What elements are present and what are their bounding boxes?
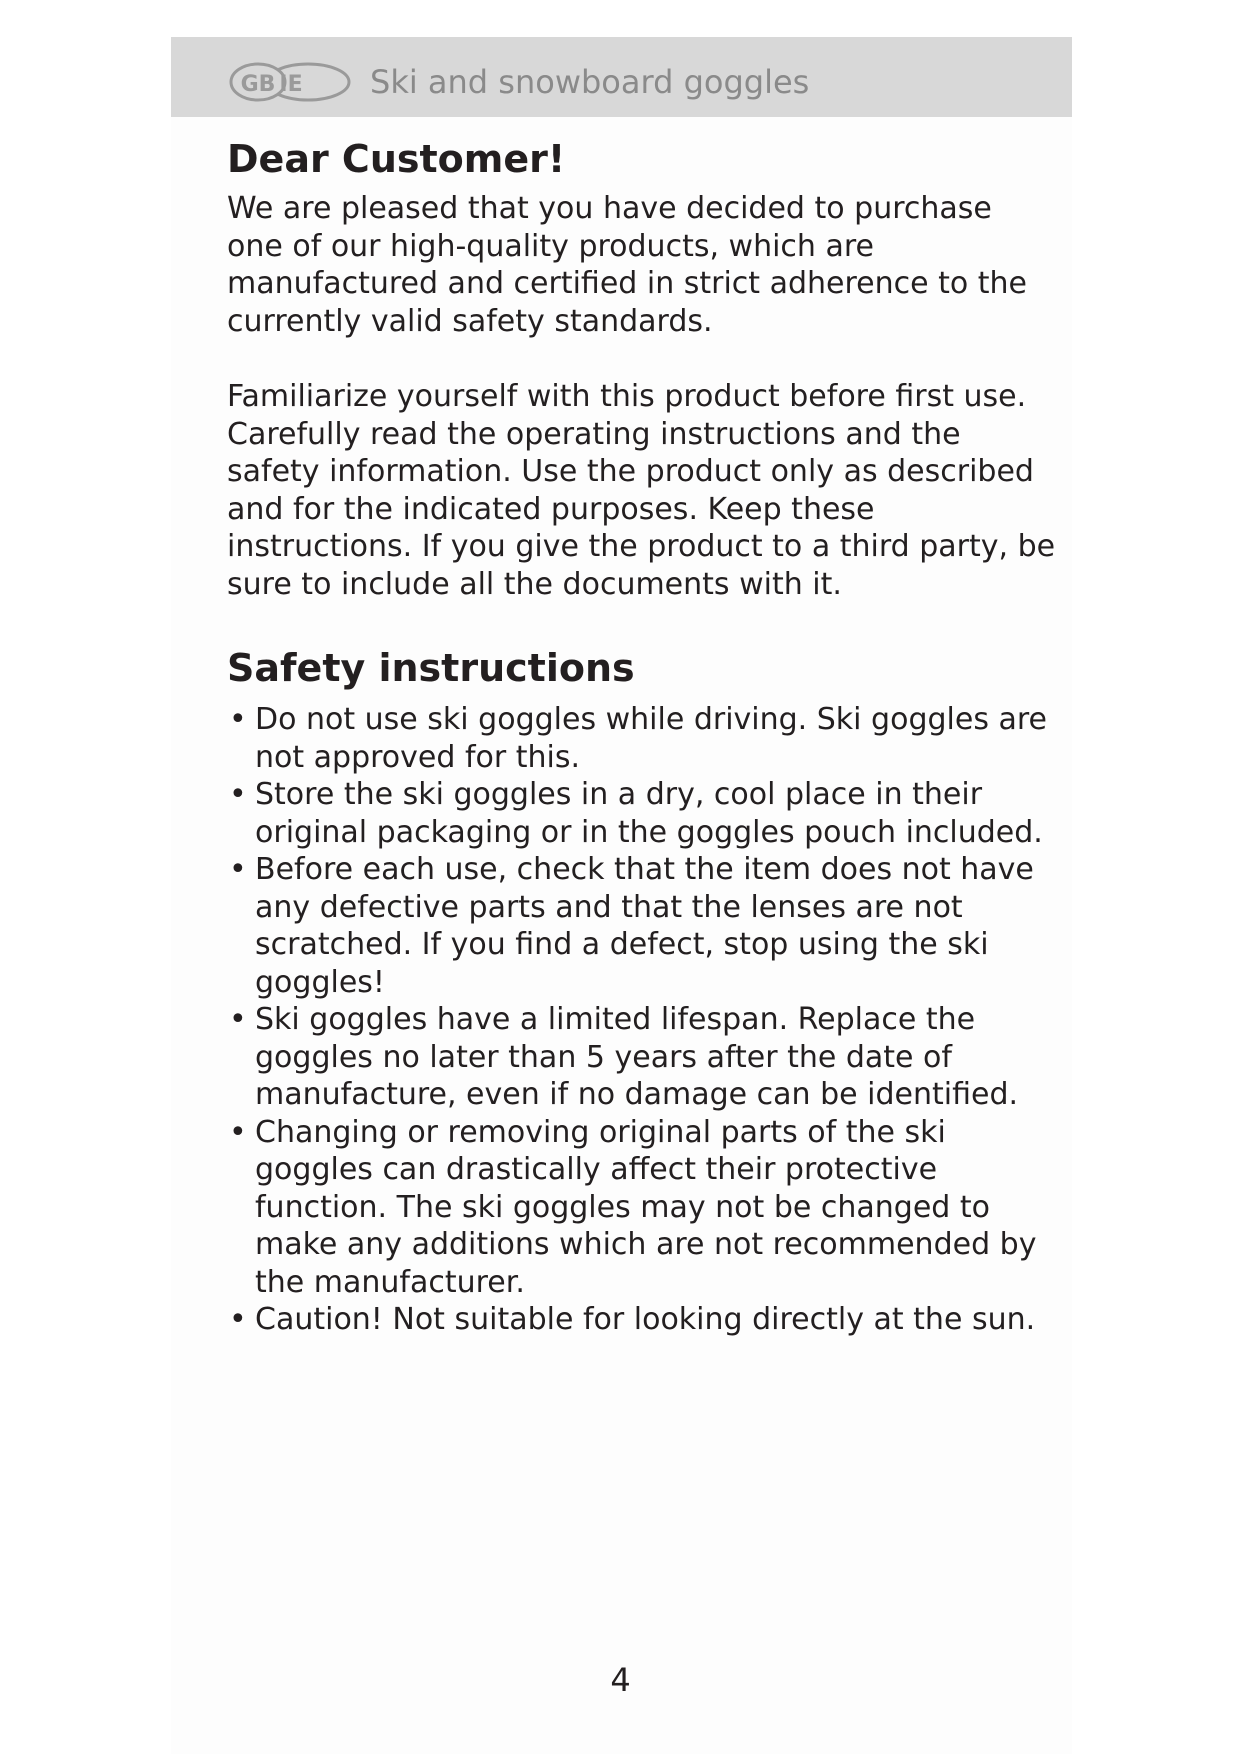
safety-item-text: Before each use, check that the item does not have any defective parts and that the lenses are not scratched. If you find a defect, stop using the ski goggles! <box>255 852 1034 1000</box>
safety-item <box>227 776 1057 851</box>
safety-item-text: Caution! Not suitable for looking directly at the sun. <box>255 1302 1036 1337</box>
safety-item <box>227 1114 1057 1302</box>
badge-secondary-text: IE <box>279 72 303 97</box>
intro-paragraph: We are pleased that you have decided to purchase one of our high-quality products, which are manufactured and certified in strict adherence to the currently valid safety standards. <box>227 191 1028 339</box>
page-content <box>227 128 1057 1339</box>
badge-primary-text: GB <box>240 72 276 97</box>
safety-item-text: Changing or removing original parts of the ski goggles can drastically affect their protective function. The ski goggles may not be changed to make any additions which are not recommended by the manufacturer. <box>255 1114 1037 1300</box>
bullet-icon: • <box>229 1114 247 1150</box>
safety-list <box>227 701 1057 1339</box>
bullet-icon: • <box>229 1302 247 1337</box>
safety-item <box>227 851 1057 1001</box>
safety-heading: Safety instructions <box>227 646 635 690</box>
page-number: 4 <box>610 1661 631 1699</box>
safety-item <box>227 1301 1057 1339</box>
safety-item <box>227 1001 1057 1114</box>
safety-item <box>227 701 1057 776</box>
header-title: Ski and snowboard goggles <box>370 63 810 101</box>
bullet-icon: • <box>229 852 247 887</box>
bullet-icon: • <box>229 1002 247 1037</box>
language-badge-icon <box>228 61 352 103</box>
safety-item-text: Do not use ski goggles while driving. Ski goggles are not approved for this. <box>255 702 1047 775</box>
bullet-icon: • <box>229 702 247 737</box>
bullet-icon: • <box>229 777 247 812</box>
safety-item-text: Ski goggles have a limited lifespan. Replace the goggles no later than 5 years after the date of manufacture, even if no damage can be identified. <box>255 1002 1019 1112</box>
intro-heading: Dear Customer! <box>227 137 566 181</box>
safety-item-text: Store the ski goggles in a dry, cool place in their original packaging or in the goggles pouch included. <box>255 777 1043 850</box>
intro-paragraph: Familiarize yourself with this product before first use. Carefully read the operating instructions and the safety information. Use the product only as described and for the indicated purposes. Keep these instructions. If you give the product to a third party, be sure to include all the documents with it. <box>227 379 1056 602</box>
